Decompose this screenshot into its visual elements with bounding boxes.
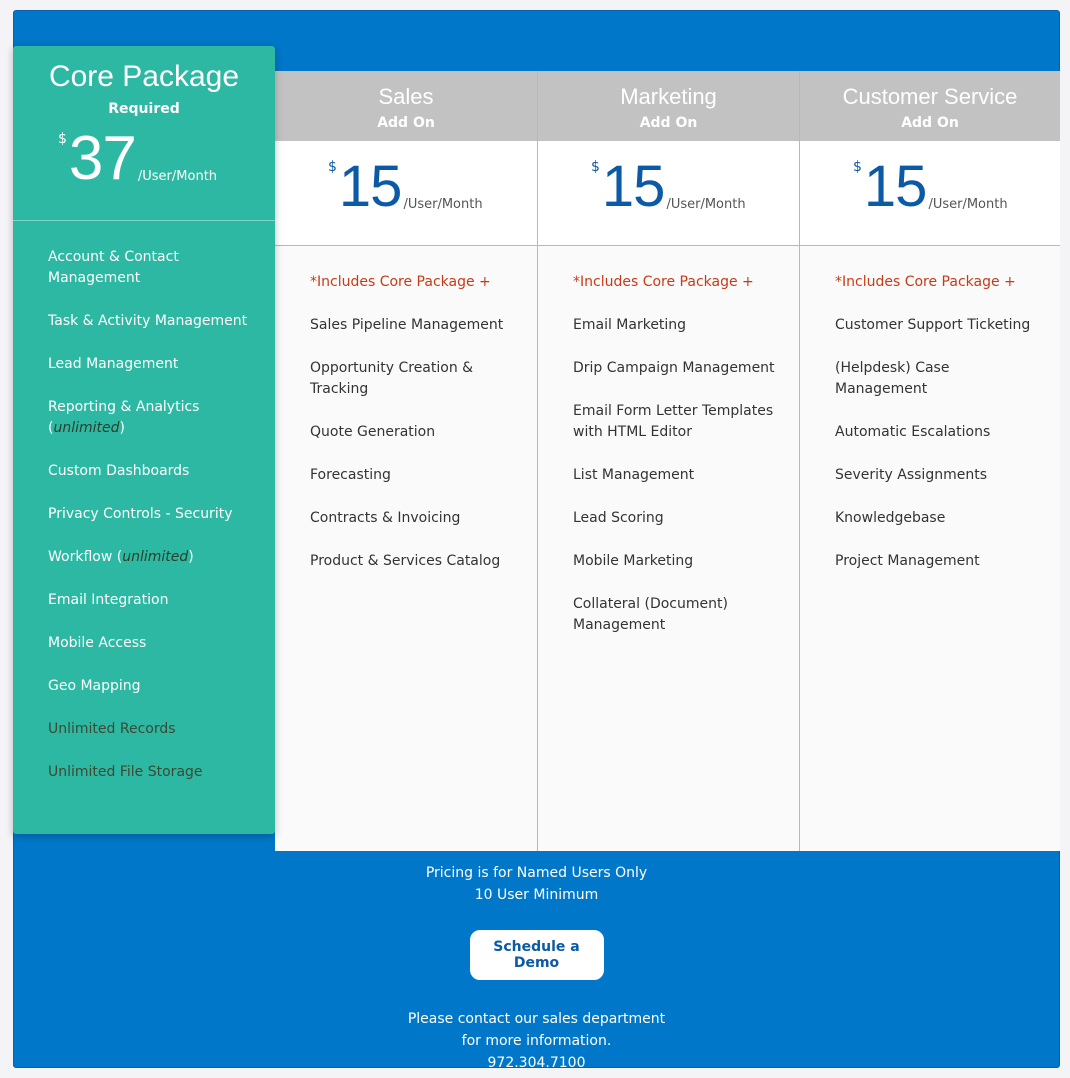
named-users-note: Pricing is for Named Users Only [425,865,648,881]
addon-subtitle: Add On [377,115,435,131]
addon-price [328,155,483,219]
feature-item: Sales Pipeline Management [310,317,504,333]
feature-item: Opportunity Creation & Tracking [310,360,474,397]
addon-header [538,71,799,141]
feature-item: Mobile Marketing [573,553,694,569]
core-feature-item: Privacy Controls - Security [48,506,233,522]
price-unit: /User/Month [403,197,483,212]
feature-item: Drip Campaign Management [573,360,775,376]
feature-item: Project Management [835,553,980,569]
feature-item: Contracts & Invoicing [310,510,461,526]
core-price-box [13,117,275,221]
addon-subtitle: Add On [901,115,959,131]
core-feature-item: Mobile Access [48,635,147,651]
core-feature-item: Account & Contact Management [48,249,179,286]
feature-item: Customer Support Ticketing [835,317,1031,333]
currency-symbol: $ [853,159,862,175]
core-price [58,124,218,193]
feature-list [800,246,1060,572]
price-amount: 15 [863,154,927,219]
addon-price [591,155,746,219]
addon-price [853,155,1008,219]
core-feature-item: Unlimited File Storage [48,764,203,780]
currency-symbol: $ [591,159,600,175]
contact-text-2: for more information. [461,1033,612,1049]
core-feature-item: Task & Activity Management [48,313,248,329]
price-amount: 37 [68,124,136,193]
price-amount: 15 [601,154,665,219]
addon-title: Marketing [620,84,717,109]
addon-column-sales [275,71,537,851]
core-feature-item: Unlimited Records [48,721,176,737]
core-feature-item: Lead Management [48,356,179,372]
price-unit: /User/Month [928,197,1008,212]
addon-price-box [275,141,537,246]
feature-item: Email Form Letter Templates with HTML Editor [573,403,774,440]
price-unit: /User/Month [666,197,746,212]
addon-header [275,71,537,141]
feature-item: Product & Services Catalog [310,553,501,569]
addon-price-box [800,141,1060,246]
addon-title: Sales [378,84,434,109]
feature-item: List Management [573,467,695,483]
feature-item: Forecasting [310,467,391,483]
addon-subtitle: Add On [639,115,698,131]
feature-item: Email Marketing [573,317,687,333]
core-package-card [13,46,275,834]
feature-item: Knowledgebase [835,510,946,526]
contact-text: Please contact our sales department [407,1011,666,1027]
core-feature-item: Email Integration [48,592,169,608]
feature-item: Quote Generation [310,424,436,440]
addon-header [800,71,1060,141]
pricing-footer [13,851,1060,1074]
currency-symbol: $ [58,131,67,147]
core-title: Core Package [48,60,240,93]
price-amount: 15 [338,154,402,219]
feature-item: Collateral (Document) Management [573,596,728,633]
includes-core-note: *Includes Core Package + [573,274,754,290]
includes-core-note: *Includes Core Package + [310,274,491,290]
price-unit: /User/Month [137,169,218,184]
core-feature-item: Reporting & Analytics (unlimited) [48,399,200,436]
feature-item: Lead Scoring [573,510,664,526]
includes-core-note: *Includes Core Package + [835,274,1016,290]
addon-column-customer-service [799,71,1060,851]
currency-symbol: $ [328,159,337,175]
phone-number[interactable]: 972.304.7100 [487,1055,586,1071]
feature-item: Severity Assignments [835,467,987,483]
core-feature-item: Workflow (unlimited) [48,549,194,565]
addon-column-marketing [537,71,799,851]
unlimited-note: unlimited [122,549,189,565]
addon-title: Customer Service [842,84,1018,109]
core-feature-item: Geo Mapping [48,678,141,694]
core-subtitle: Required [108,101,180,117]
feature-list [275,246,537,572]
feature-list [538,246,799,636]
schedule-demo-button[interactable]: Schedule a Demo [470,930,604,980]
core-feature-label: Workflow [48,549,113,565]
addon-table [275,71,1060,851]
feature-item: Automatic Escalations [835,424,991,440]
core-feature-item: Custom Dashboards [48,463,190,479]
core-feature-label: Reporting & Analytics [48,399,200,415]
unlimited-note: unlimited [53,420,120,436]
user-minimum-note: 10 User Minimum [474,887,599,903]
core-feature-list [13,221,275,783]
feature-item: (Helpdesk) Case Management [835,360,950,397]
addon-price-box [538,141,799,246]
